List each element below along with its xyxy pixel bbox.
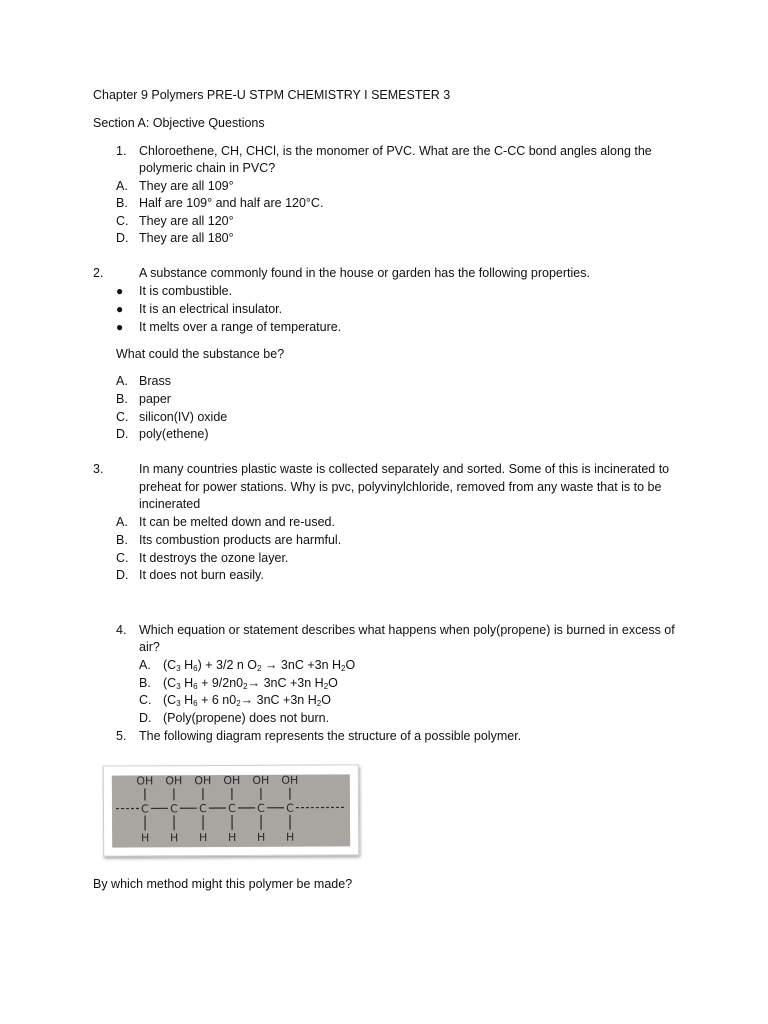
q4-option-letter: D. (139, 711, 152, 725)
chain-atom: C (286, 801, 294, 815)
chain-atom: C (141, 802, 149, 816)
top-group: OH (223, 773, 241, 788)
polymer-structure-diagram (104, 765, 358, 855)
bullet-icon: ● (116, 302, 124, 316)
bottom-group: H (198, 831, 208, 845)
q4-number: 4. (116, 623, 127, 637)
arrow-icon: → (261, 658, 281, 672)
bottom-group: H (285, 830, 295, 844)
q3-option-a: It can be melted down and re-used. (139, 515, 335, 529)
q1-option-letter: B. (116, 196, 128, 210)
q4-option-b: ($C_3$ $H_6 + 9/2n0_2\to 3nC +3n$ $H_2O$ (163, 676, 338, 691)
bottom-group: H (227, 830, 237, 845)
q4-text-line2: air? (139, 640, 160, 654)
bullet-icon: ● (116, 284, 124, 298)
q2-text-line1: A substance commonly found in the house or garden has the following properties. (139, 266, 590, 280)
top-group: OH (165, 774, 183, 788)
q1-number: 1. (116, 144, 127, 158)
document-title: Chapter 9 Polymers PRE-U STPM CHEMISTRY I SEMESTER 3 (93, 88, 451, 102)
chain-atom: C (257, 801, 265, 815)
q3-option-b: Its combustion products are harmful. (139, 533, 342, 547)
q2-property: It melts over a range of temperature. (139, 320, 342, 334)
q5-followup-question: By which method might this polymer be made? (93, 877, 353, 891)
q4-option-d: (Poly(propene) does not burn. (163, 711, 330, 725)
q4-text-line1: Which equation or statement describes what happens when poly(propene) is burned in excess of (139, 623, 675, 637)
q4-option-a: ($C_3$ $H_6) + 3/2$ n $O_2 \to 3nC +3n$ $H_2O$ (163, 658, 356, 673)
top-group: OH (252, 773, 270, 787)
q2-option-letter: D. (116, 427, 129, 441)
top-group: OH (136, 774, 154, 788)
arrow-icon: → (247, 676, 264, 690)
q3-option-c: It destroys the ozone layer. (139, 551, 289, 565)
q2-option-letter: C. (116, 410, 129, 424)
bottom-group: H (256, 830, 266, 844)
arrow-icon: → (240, 693, 257, 707)
bottom-group: H (169, 831, 179, 845)
q3-option-letter: C. (116, 551, 129, 565)
chain-atom: C (199, 802, 207, 816)
bottom-group: H (140, 831, 150, 845)
q2-number: 2. (93, 266, 104, 280)
q4-option-letter: B. (139, 676, 151, 690)
chain-atom: C (170, 802, 178, 816)
q4-option-letter: C. (139, 693, 152, 707)
q1-option-letter: D. (116, 231, 129, 245)
chain-atom: C (228, 801, 236, 816)
q5-number: 5. (116, 729, 127, 743)
top-group: OH (194, 774, 212, 788)
q2-property: It is an electrical insulator. (139, 302, 283, 316)
q3-option-d: It does not burn easily. (139, 568, 264, 582)
q2-question: What could the substance be? (116, 347, 285, 361)
q2-option-d: poly(ethene) (139, 427, 209, 441)
q2-option-a: Brass (139, 374, 171, 388)
q1-option-letter: A. (116, 179, 128, 193)
q1-option-d: They are all 180° (139, 231, 234, 245)
q2-property: It is combustible. (139, 284, 233, 298)
q3-number: 3. (93, 462, 104, 476)
q3-option-letter: B. (116, 533, 128, 547)
polymer-structure-figure (103, 764, 359, 856)
q1-option-letter: C. (116, 214, 129, 228)
q2-option-b: paper (139, 392, 171, 406)
bullet-icon: ● (116, 320, 124, 334)
top-group: OH (281, 773, 299, 787)
q3-text-line2: preheat for power stations. Why is pvc, polyvinylchloride, removed from any waste that is to be (139, 480, 662, 494)
q4-option-letter: A. (139, 658, 151, 672)
q4-option-c: ($C_3$ $H_6 + 6$ $n0_2\to 3nC +3n$ $H_2O$ (163, 693, 331, 708)
q2-option-c: silicon(IV) oxide (139, 410, 228, 424)
q3-option-letter: D. (116, 568, 129, 582)
q1-option-c: They are all 120° (139, 214, 234, 228)
q2-option-letter: A. (116, 374, 128, 388)
q2-option-letter: B. (116, 392, 128, 406)
q1-text-line1: Chloroethene, CH, CHCl, is the monomer of PVC. What are the C-CC bond angles along the (139, 144, 652, 158)
q3-text-line1: In many countries plastic waste is collected separately and sorted. Some of this is incinerated to (139, 462, 670, 476)
q1-option-b: Half are 109° and half are 120°C. (139, 196, 324, 210)
q1-option-a: They are all 109° (139, 179, 234, 193)
q1-text-line2: polymeric chain in PVC? (139, 161, 276, 175)
section-heading: Section A: Objective Questions (93, 116, 265, 130)
q3-text-line3: incinerated (139, 497, 201, 511)
q5-text-line1: The following diagram represents the structure of a possible polymer. (139, 729, 522, 743)
q3-option-letter: A. (116, 515, 128, 529)
